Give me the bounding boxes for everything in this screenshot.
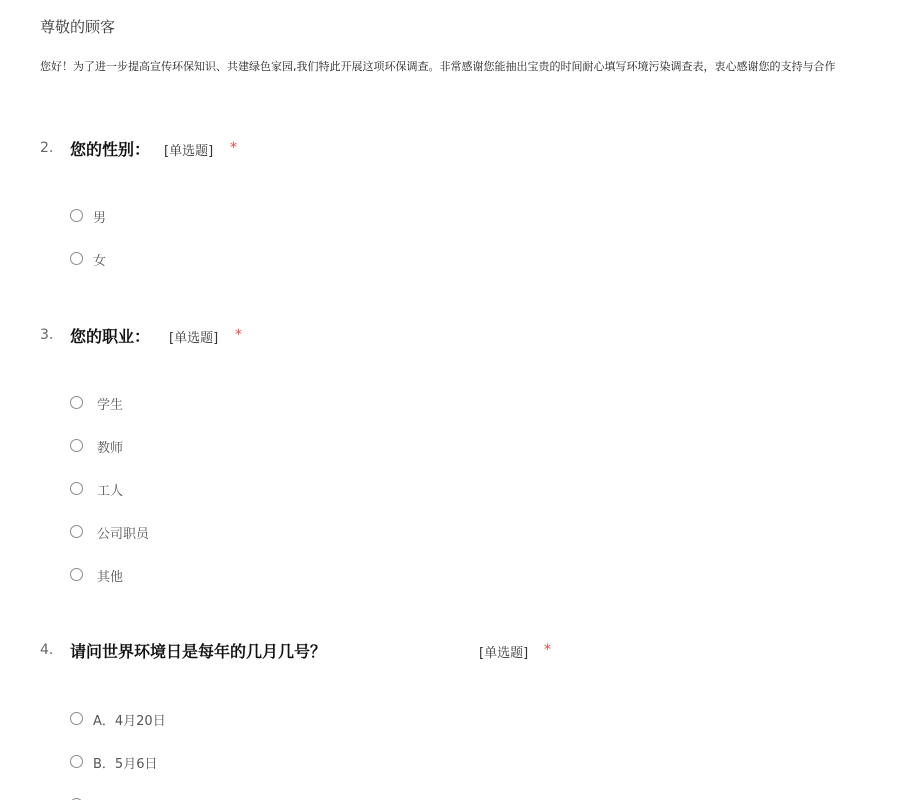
greeting-text: 尊敬的顾客	[40, 18, 116, 36]
radio-button[interactable]	[70, 525, 83, 538]
option-male[interactable]	[70, 207, 130, 227]
radio-button[interactable]	[70, 482, 83, 495]
question-number: 3.	[40, 327, 54, 343]
question-header	[0, 137, 900, 161]
question-type-tag: [单选题]	[169, 331, 219, 346]
option-label: A．4月20日	[93, 714, 166, 729]
question-header	[0, 324, 900, 348]
option-teacher[interactable]	[70, 437, 160, 457]
required-marker: *	[235, 327, 242, 343]
option-other[interactable]	[70, 566, 160, 586]
option-label: 公司职员	[97, 527, 150, 542]
option-female[interactable]	[70, 250, 130, 270]
radio-button[interactable]	[70, 439, 83, 452]
option-label: 工人	[97, 484, 124, 499]
radio-button[interactable]	[70, 396, 83, 409]
option-label: 女	[93, 254, 107, 269]
option-worker[interactable]	[70, 480, 160, 500]
question-title: 您的职业：	[70, 327, 151, 346]
radio-button[interactable]	[70, 568, 83, 581]
option-label: 学生	[97, 398, 124, 413]
question-type-tag: [单选题]	[164, 144, 214, 159]
question-title: 您的性别：	[70, 140, 151, 159]
option-label: 其他	[97, 570, 124, 585]
option-label: 男	[93, 211, 107, 226]
required-marker: *	[544, 642, 551, 658]
option-c-partial[interactable]	[70, 796, 90, 800]
option-office-staff[interactable]	[70, 523, 180, 543]
survey-intro-text: 您好！为了进一步提高宣传环保知识、共建绿色家园,我们特此开展这项环保调查。非常感谢您能抽出宝贵的时间耐心填写环境污染调查表，衷心感谢您的支持与合作	[40, 60, 836, 73]
required-marker: *	[230, 140, 237, 156]
question-type-tag: [单选题]	[479, 646, 529, 661]
question-number: 2.	[40, 140, 54, 156]
option-label: 教师	[97, 441, 124, 456]
option-student[interactable]	[70, 394, 160, 414]
option-label: B．5月6日	[93, 757, 158, 772]
question-title: 请问世界环境日是每年的几月几号？	[70, 642, 327, 661]
question-number: 4.	[40, 642, 54, 658]
radio-button[interactable]	[70, 755, 83, 768]
option-a[interactable]	[70, 710, 190, 730]
question-header	[0, 639, 900, 663]
option-b[interactable]	[70, 753, 190, 773]
radio-button[interactable]	[70, 712, 83, 725]
radio-button[interactable]	[70, 209, 83, 222]
radio-button[interactable]	[70, 252, 83, 265]
